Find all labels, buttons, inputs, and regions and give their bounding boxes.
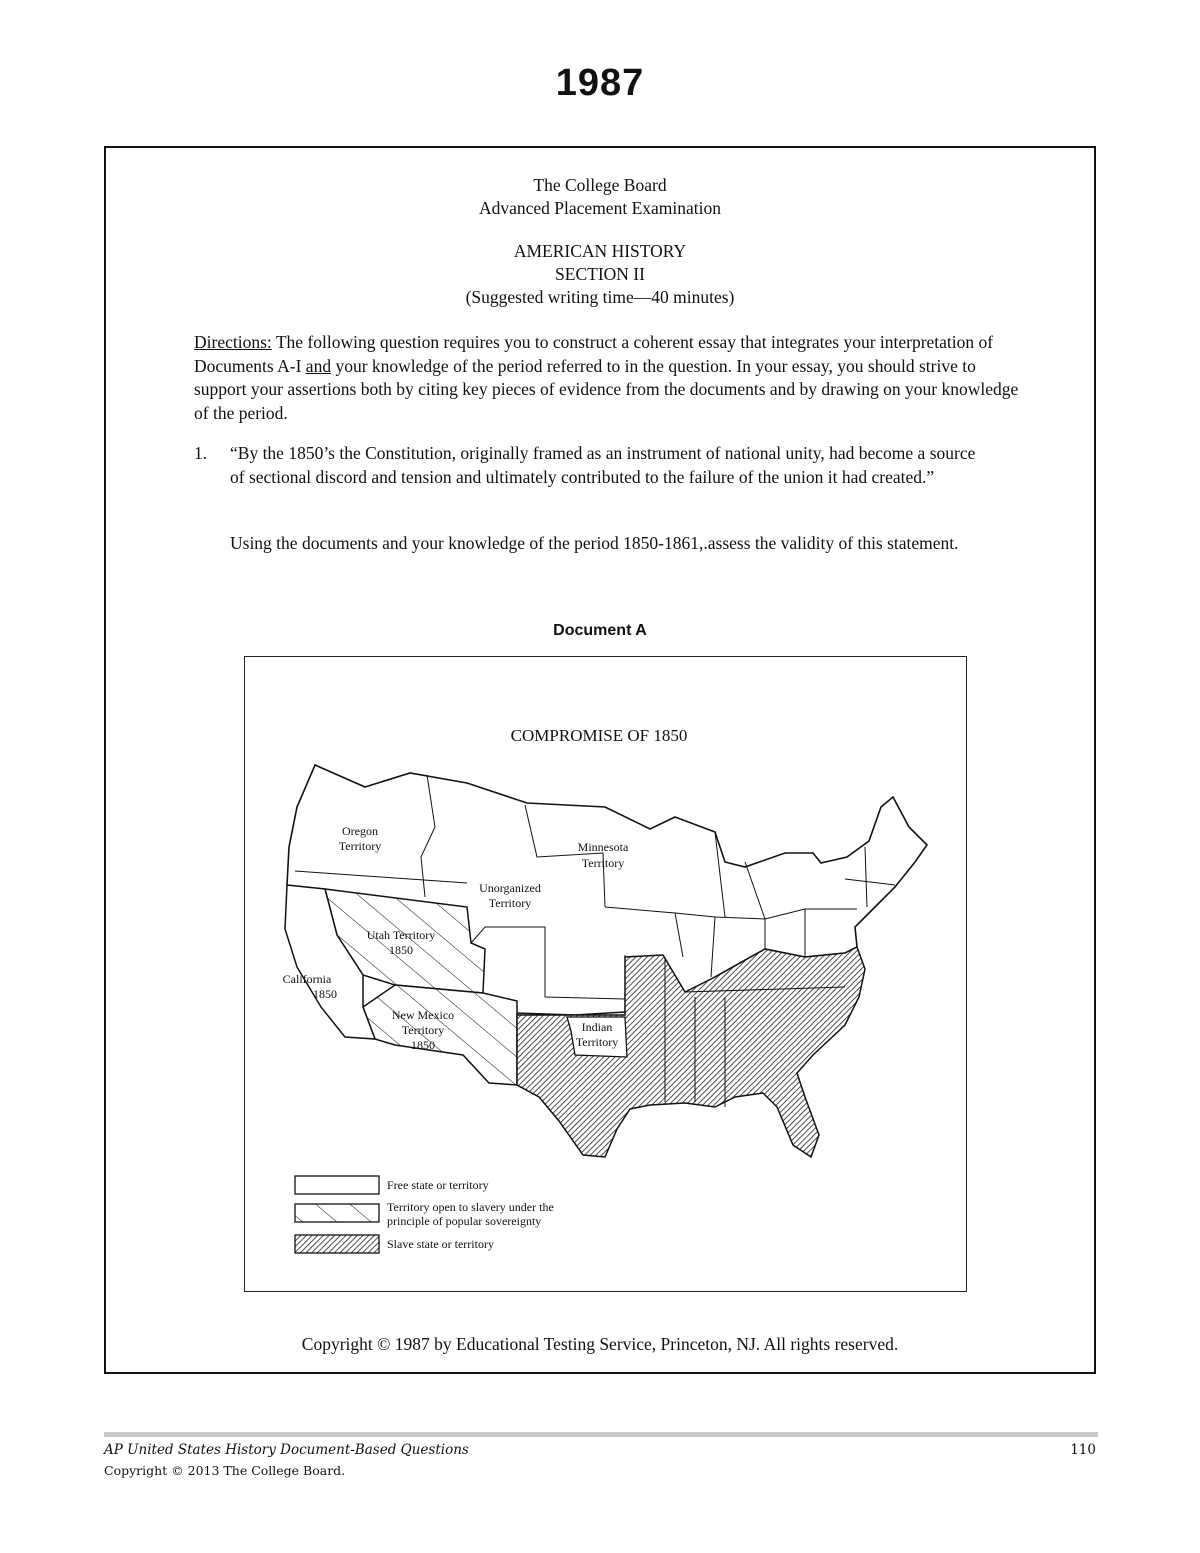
label-oregon-2: Territory — [338, 839, 382, 853]
footer-copyright: Copyright © 2013 The College Board. — [104, 1463, 346, 1478]
label-minnesota-1: Minnesota — [577, 840, 629, 854]
exam-frame — [104, 146, 1096, 1374]
section-header — [106, 240, 1094, 309]
header-line-2: Advanced Placement Examination — [478, 198, 721, 218]
directions-and: and — [305, 355, 332, 376]
legend-free-label: Free state or territory — [387, 1178, 489, 1192]
label-newmexico-2: Territory — [401, 1023, 445, 1037]
directions-paragraph — [194, 331, 1024, 425]
label-oregon-1: Oregon — [342, 824, 378, 838]
label-indian-1: Indian — [581, 1020, 613, 1034]
question-instruction: Using the documents and your knowledge of the period 1850-1861,.assess the validity of this statement. — [230, 533, 959, 553]
legend-slave-label: Slave state or territory — [387, 1237, 494, 1251]
directions-text-a: The following question requires you to construct a coherent essay that integrates your interpretation of Documents A-I — [194, 332, 994, 376]
legend-slave-swatch — [295, 1235, 379, 1253]
label-utah-1: Utah Territory — [366, 928, 436, 942]
label-unorganized-2: Territory — [488, 896, 532, 910]
document-copyright: Copyright © 1987 by Educational Testing Service, Princeton, NJ. All rights reserved. — [301, 1334, 899, 1354]
writing-time: (Suggested writing time—40 minutes) — [465, 287, 735, 307]
footer-title: AP United States History Document-Based Questions — [104, 1442, 469, 1458]
exam-header — [106, 174, 1094, 220]
compromise-map — [245, 657, 965, 1290]
legend-popular-label-1: Territory open to slavery under the — [387, 1200, 554, 1214]
map-legend — [295, 1176, 554, 1253]
document-title: Document A — [553, 622, 647, 639]
legend-free-swatch — [295, 1176, 379, 1194]
label-utah-2: 1850 — [389, 943, 413, 957]
label-california-1: California — [282, 972, 332, 986]
section-title: SECTION II — [555, 264, 645, 284]
label-minnesota-2: Territory — [581, 856, 625, 870]
page-year-title: 1987 — [555, 62, 645, 104]
label-unorganized-1: Unorganized — [479, 881, 541, 895]
header-line-1: The College Board — [533, 175, 667, 195]
page-number: 110 — [1070, 1442, 1096, 1458]
subject-title: AMERICAN HISTORY — [513, 241, 687, 261]
footer-rule — [104, 1432, 1098, 1437]
label-indian-2: Territory — [575, 1035, 619, 1049]
legend-popular-swatch — [295, 1204, 379, 1222]
label-newmexico-1: New Mexico — [391, 1008, 455, 1022]
legend-popular-label-2: principle of popular sovereignty — [387, 1214, 542, 1228]
question-number: 1. — [194, 443, 208, 463]
label-newmexico-3: 1850 — [411, 1038, 435, 1052]
question-quote: “By the 1850’s the Constitution, originally framed as an instrument of national unity, had become a source of sectional discord and tension and ultimately contributed to the failure of the union it had created.” — [230, 443, 976, 487]
map-figure — [244, 656, 967, 1292]
directions-text-b: your knowledge of the period referred to in the question. In your essay, you should strive to support your assertions both by citing key pieces of evidence from the documents and by drawing on your knowledge of the period. — [194, 355, 1019, 423]
label-california-2: 1850 — [313, 987, 337, 1001]
directions-label: Directions: — [194, 332, 272, 352]
map-title: COMPROMISE OF 1850 — [510, 726, 688, 745]
